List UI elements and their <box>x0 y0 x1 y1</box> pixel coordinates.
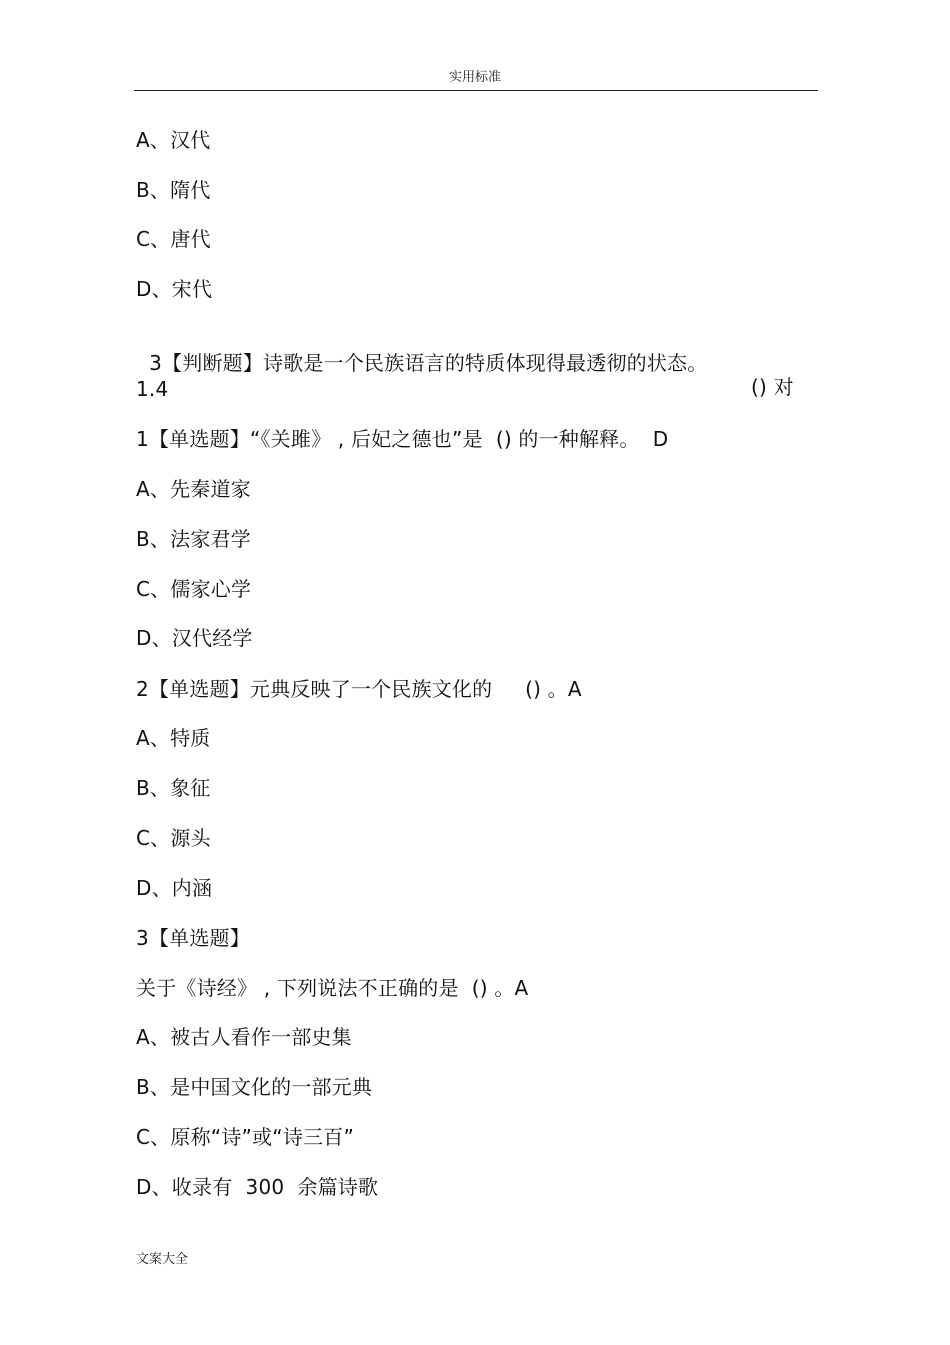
question-single-1: 1【单选题】“《关雎》 , 后妃之德也”是 () 的一种解释。 D <box>136 427 669 451</box>
option-d-song: D、宋代 <box>136 277 213 301</box>
judgment-answer: () 对 <box>751 375 794 399</box>
option-a: A、被古人看作一部史集 <box>136 1025 352 1049</box>
option-d: D、收录有 300 余篇诗歌 <box>136 1175 379 1199</box>
option-a: A、先秦道家 <box>136 477 251 501</box>
option-b: B、是中国文化的一部元典 <box>136 1075 373 1099</box>
page-header: 实用标准 <box>448 70 501 85</box>
option-b-sui: B、隋代 <box>136 178 211 202</box>
option-b: B、象征 <box>136 776 211 800</box>
option-d: D、汉代经学 <box>136 626 253 650</box>
question-judgment-3 <box>136 327 794 399</box>
question-single-2: 2【单选题】元典反映了一个民族文化的 () 。A <box>136 677 582 701</box>
option-c-tang: C、唐代 <box>136 227 211 251</box>
option-c: C、原称“诗”或“诗三百” <box>136 1125 355 1149</box>
section-number: 1.4 <box>136 377 169 401</box>
option-a-han: A、汉代 <box>136 128 211 152</box>
option-c: C、源头 <box>136 826 211 850</box>
option-d: D、内涵 <box>136 876 213 900</box>
option-a: A、特质 <box>136 726 211 750</box>
header-divider <box>134 90 818 91</box>
option-b: B、法家君学 <box>136 527 251 551</box>
question-text: 3【判断题】诗歌是一个民族语言的特质体现得最透彻的状态。 <box>149 351 708 375</box>
page-footer: 文案大全 <box>136 1252 189 1267</box>
option-c: C、儒家心学 <box>136 577 252 601</box>
question-single-3-heading: 3【单选题】 <box>136 926 250 950</box>
question-single-3-text: 关于《诗经》 , 下列说法不正确的是 () 。A <box>136 976 529 1000</box>
